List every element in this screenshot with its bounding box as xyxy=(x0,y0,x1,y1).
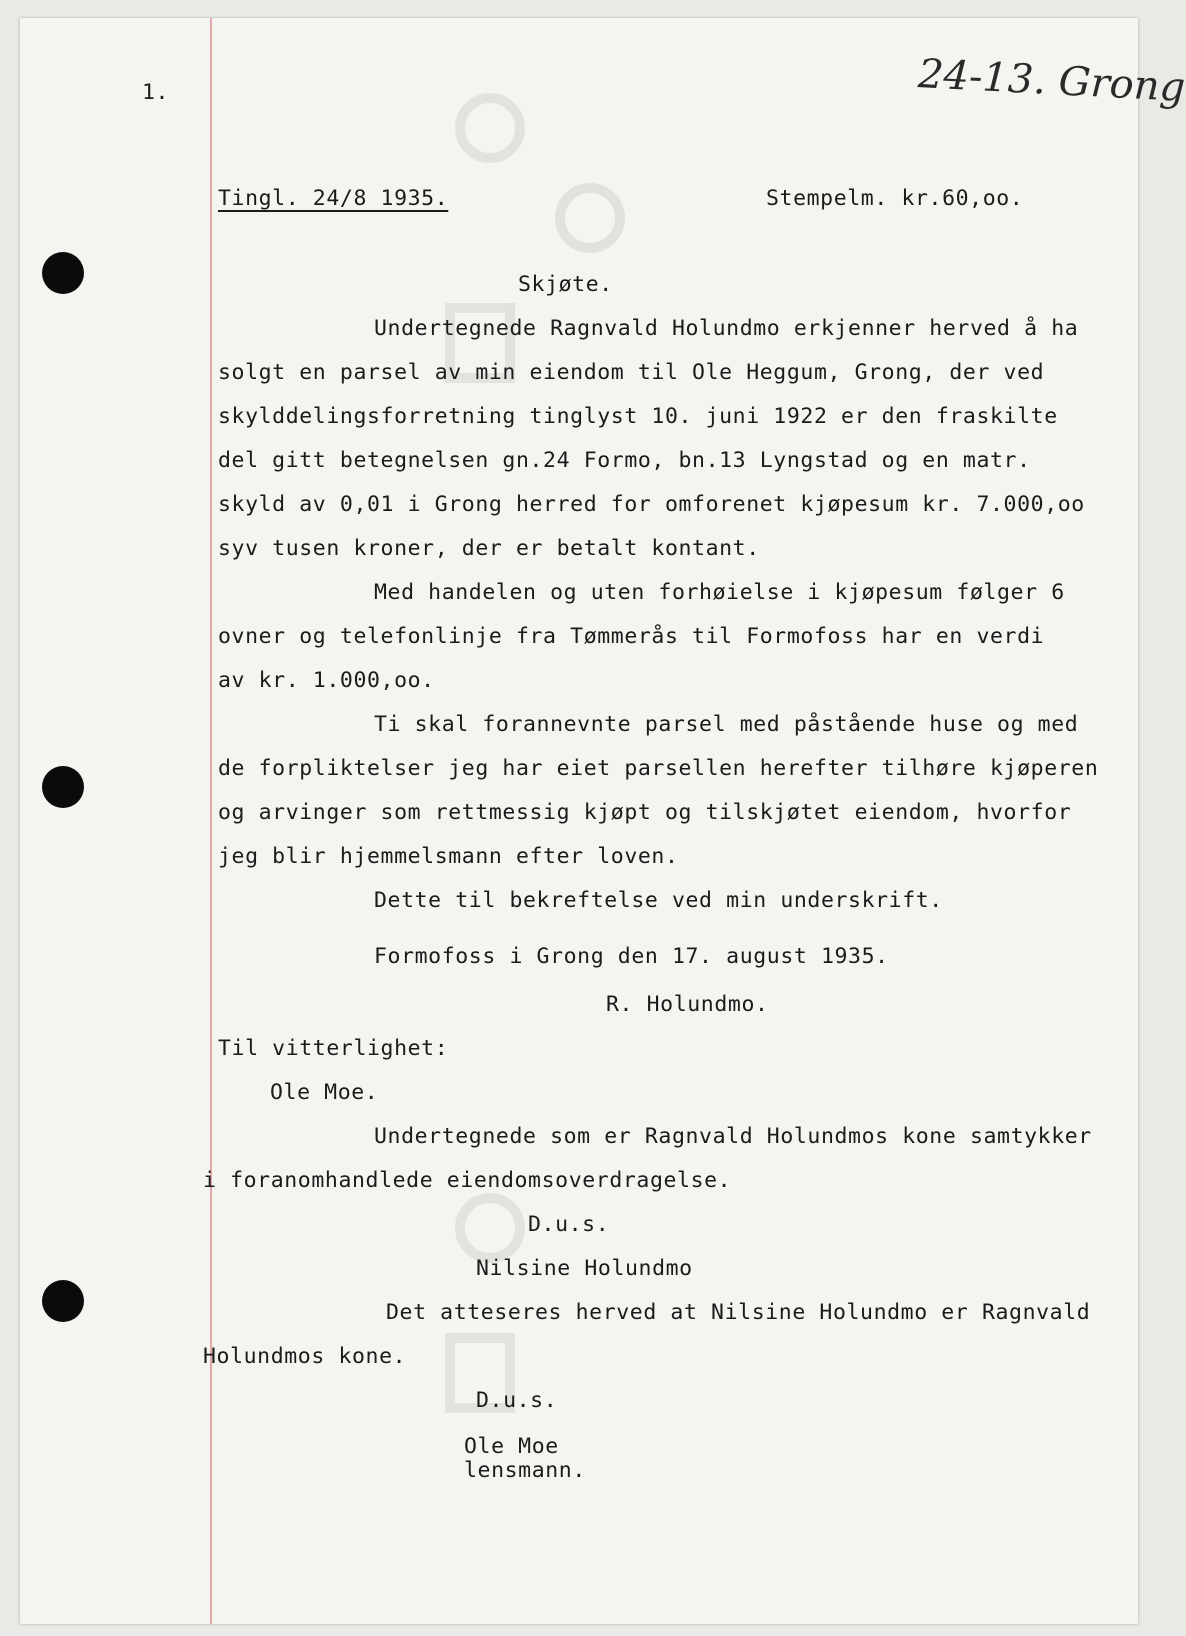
body-line: Dette til bekreftelse ved min underskrift. xyxy=(374,888,943,913)
stamp-duty: Stempelm. kr.60,oo. xyxy=(766,186,1024,211)
document-page xyxy=(20,18,1186,1624)
body-line: Undertegnede Ragnvald Holundmo erkjenner herved å ha xyxy=(374,316,1079,341)
witness-name: Ole Moe. xyxy=(270,1080,379,1105)
body-line: i foranomhandlede eiendomsoverdragelse. xyxy=(203,1168,732,1193)
body-line: av kr. 1.000,oo. xyxy=(218,668,435,693)
wife-signature: Nilsine Holundmo xyxy=(476,1256,693,1281)
dus-mark: D.u.s. xyxy=(528,1212,610,1237)
body-line: del gitt betegnelsen gn.24 Formo, bn.13 Lyngstad og en matr. xyxy=(218,448,1031,473)
official-title: lensmann. xyxy=(464,1458,586,1483)
body-line: jeg blir hjemmelsmann efter loven. xyxy=(218,844,679,869)
body-line: de forpliktelser jeg har eiet parsellen herefter tilhøre kjøperen xyxy=(218,756,1099,781)
body-line: syv tusen kroner, der er betalt kontant. xyxy=(218,536,760,561)
body-line: Holundmos kone. xyxy=(203,1344,407,1369)
punch-hole xyxy=(42,1280,84,1322)
witness-heading: Til vitterlighet: xyxy=(218,1036,449,1061)
place-date: Formofoss i Grong den 17. august 1935. xyxy=(374,944,889,969)
margin-rule xyxy=(210,18,212,1624)
body-line: og arvinger som rettmessig kjøpt og tilskjøtet eiendom, hvorfor xyxy=(218,800,1072,825)
document-title: Skjøte. xyxy=(518,272,613,297)
body-line: Med handelen og uten forhøielse i kjøpesum følger 6 xyxy=(374,580,1065,605)
body-line: skylddelingsforretning tinglyst 10. juni 1922 er den fraskilte xyxy=(218,404,1058,429)
body-line: Undertegnede som er Ragnvald Holundmos kone samtykker xyxy=(374,1124,1092,1149)
handwritten-reference: 24-13. Grong xyxy=(916,51,1186,111)
dus-mark: D.u.s. xyxy=(476,1388,558,1413)
body-line: Ti skal forannevnte parsel med påstående huse og med xyxy=(374,712,1079,737)
page-number: 1. xyxy=(142,80,170,105)
punch-hole xyxy=(42,252,84,294)
body-line: solgt en parsel av min eiendom til Ole Heggum, Grong, der ved xyxy=(218,360,1045,385)
seller-signature: R. Holundmo. xyxy=(606,992,769,1017)
body-line: ovner og telefonlinje fra Tømmerås til Formofoss har en verdi xyxy=(218,624,1045,649)
body-line: skyld av 0,01 i Grong herred for omforenet kjøpesum kr. 7.000,oo xyxy=(218,492,1085,517)
registration-date: Tingl. 24/8 1935. xyxy=(218,186,449,211)
official-name: Ole Moe xyxy=(464,1434,559,1459)
body-line: Det atteseres herved at Nilsine Holundmo er Ragnvald xyxy=(386,1300,1091,1325)
punch-hole xyxy=(42,766,84,808)
